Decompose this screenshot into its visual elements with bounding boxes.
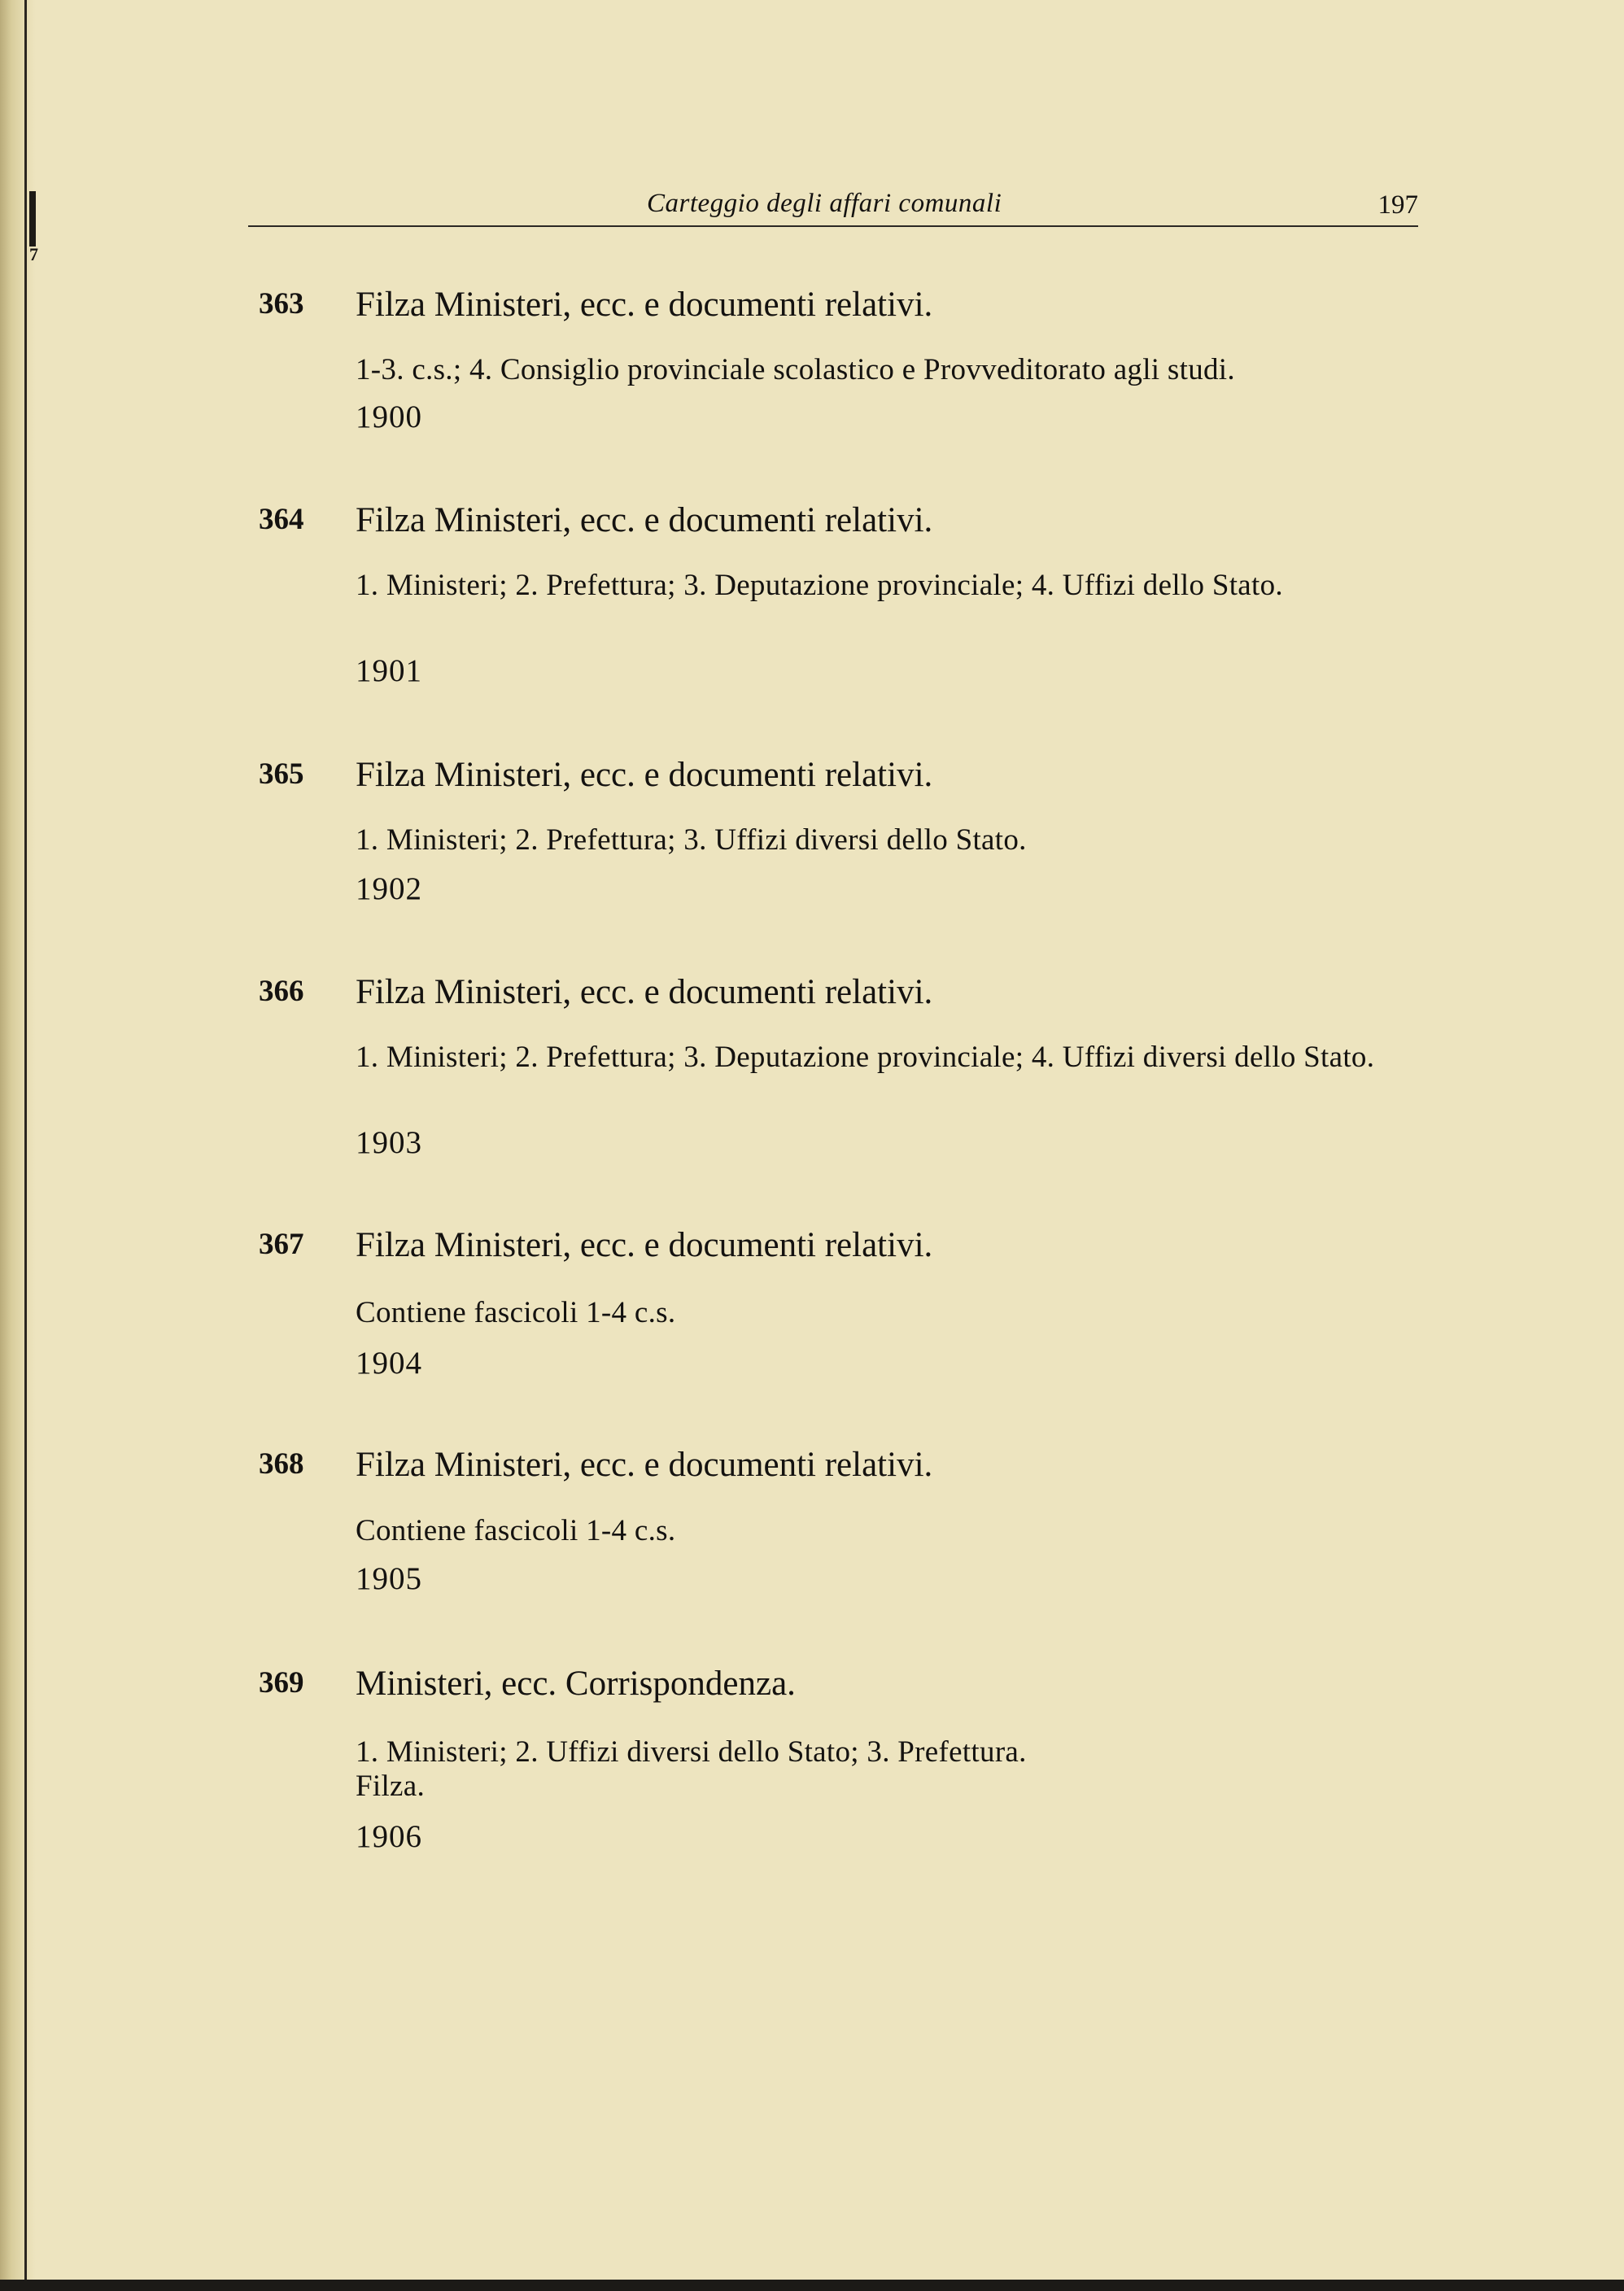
entry-detail-line2: Filza. bbox=[356, 1770, 426, 1803]
entry-number: 366 bbox=[259, 975, 304, 1008]
entry-year: 1906 bbox=[356, 1819, 422, 1854]
entry-detail: 1. Ministeri; 2. Prefettura; 3. Deputazione provinciale; 4. Uffizi dello Stato. bbox=[356, 569, 1283, 602]
entry-title: Filza Ministeri, ecc. e documenti relativi. bbox=[356, 286, 933, 324]
running-header bbox=[248, 189, 1418, 223]
running-title: Carteggio degli affari comunali bbox=[647, 189, 1002, 218]
entry-detail: 1. Ministeri; 2. Prefettura; 3. Deputazione provinciale; 4. Uffizi diversi dello Stato. bbox=[356, 1041, 1375, 1074]
entry-title: Filza Ministeri, ecc. e documenti relativi. bbox=[356, 756, 933, 794]
entry-title: Filza Ministeri, ecc. e documenti relativi. bbox=[356, 1446, 933, 1484]
entry-detail: 1. Ministeri; 2. Prefettura; 3. Uffizi diversi dello Stato. bbox=[356, 823, 1027, 857]
entry-detail: Contiene fascicoli 1-4 c.s. bbox=[356, 1296, 676, 1329]
entry-title: Ministeri, ecc. Corrispondenza. bbox=[356, 1665, 796, 1703]
entry-year: 1903 bbox=[356, 1125, 422, 1160]
entry-detail: 1. Ministeri; 2. Uffizi diversi dello Stato; 3. Prefettura. bbox=[356, 1735, 1027, 1769]
entry-year: 1901 bbox=[356, 653, 422, 688]
margin-mark-label: 7 bbox=[29, 244, 38, 264]
entry-title: Filza Ministeri, ecc. e documenti relativi. bbox=[356, 501, 933, 539]
margin-mark bbox=[29, 191, 36, 247]
entry-title: Filza Ministeri, ecc. e documenti relativi. bbox=[356, 973, 933, 1011]
entry-number: 369 bbox=[259, 1666, 304, 1700]
entry-detail: 1-3. c.s.; 4. Consiglio provinciale scolastico e Provveditorato agli studi. bbox=[356, 353, 1235, 386]
binding-line bbox=[24, 0, 27, 2291]
entry-year: 1905 bbox=[356, 1561, 422, 1596]
entry-title: Filza Ministeri, ecc. e documenti relativi. bbox=[356, 1226, 933, 1264]
entry-number: 363 bbox=[259, 287, 304, 321]
page-gutter bbox=[0, 0, 36, 2291]
entry-year: 1900 bbox=[356, 399, 422, 434]
entry-detail: Contiene fascicoli 1-4 c.s. bbox=[356, 1514, 676, 1547]
entry-number: 368 bbox=[259, 1447, 304, 1481]
page-number: 197 bbox=[1377, 190, 1418, 220]
entry-number: 364 bbox=[259, 503, 304, 536]
entry-number: 365 bbox=[259, 757, 304, 791]
entry-year: 1902 bbox=[356, 871, 422, 906]
entry-number: 367 bbox=[259, 1228, 304, 1261]
bottom-edge bbox=[0, 2280, 1624, 2291]
header-rule bbox=[248, 225, 1418, 227]
entry-year: 1904 bbox=[356, 1346, 422, 1381]
